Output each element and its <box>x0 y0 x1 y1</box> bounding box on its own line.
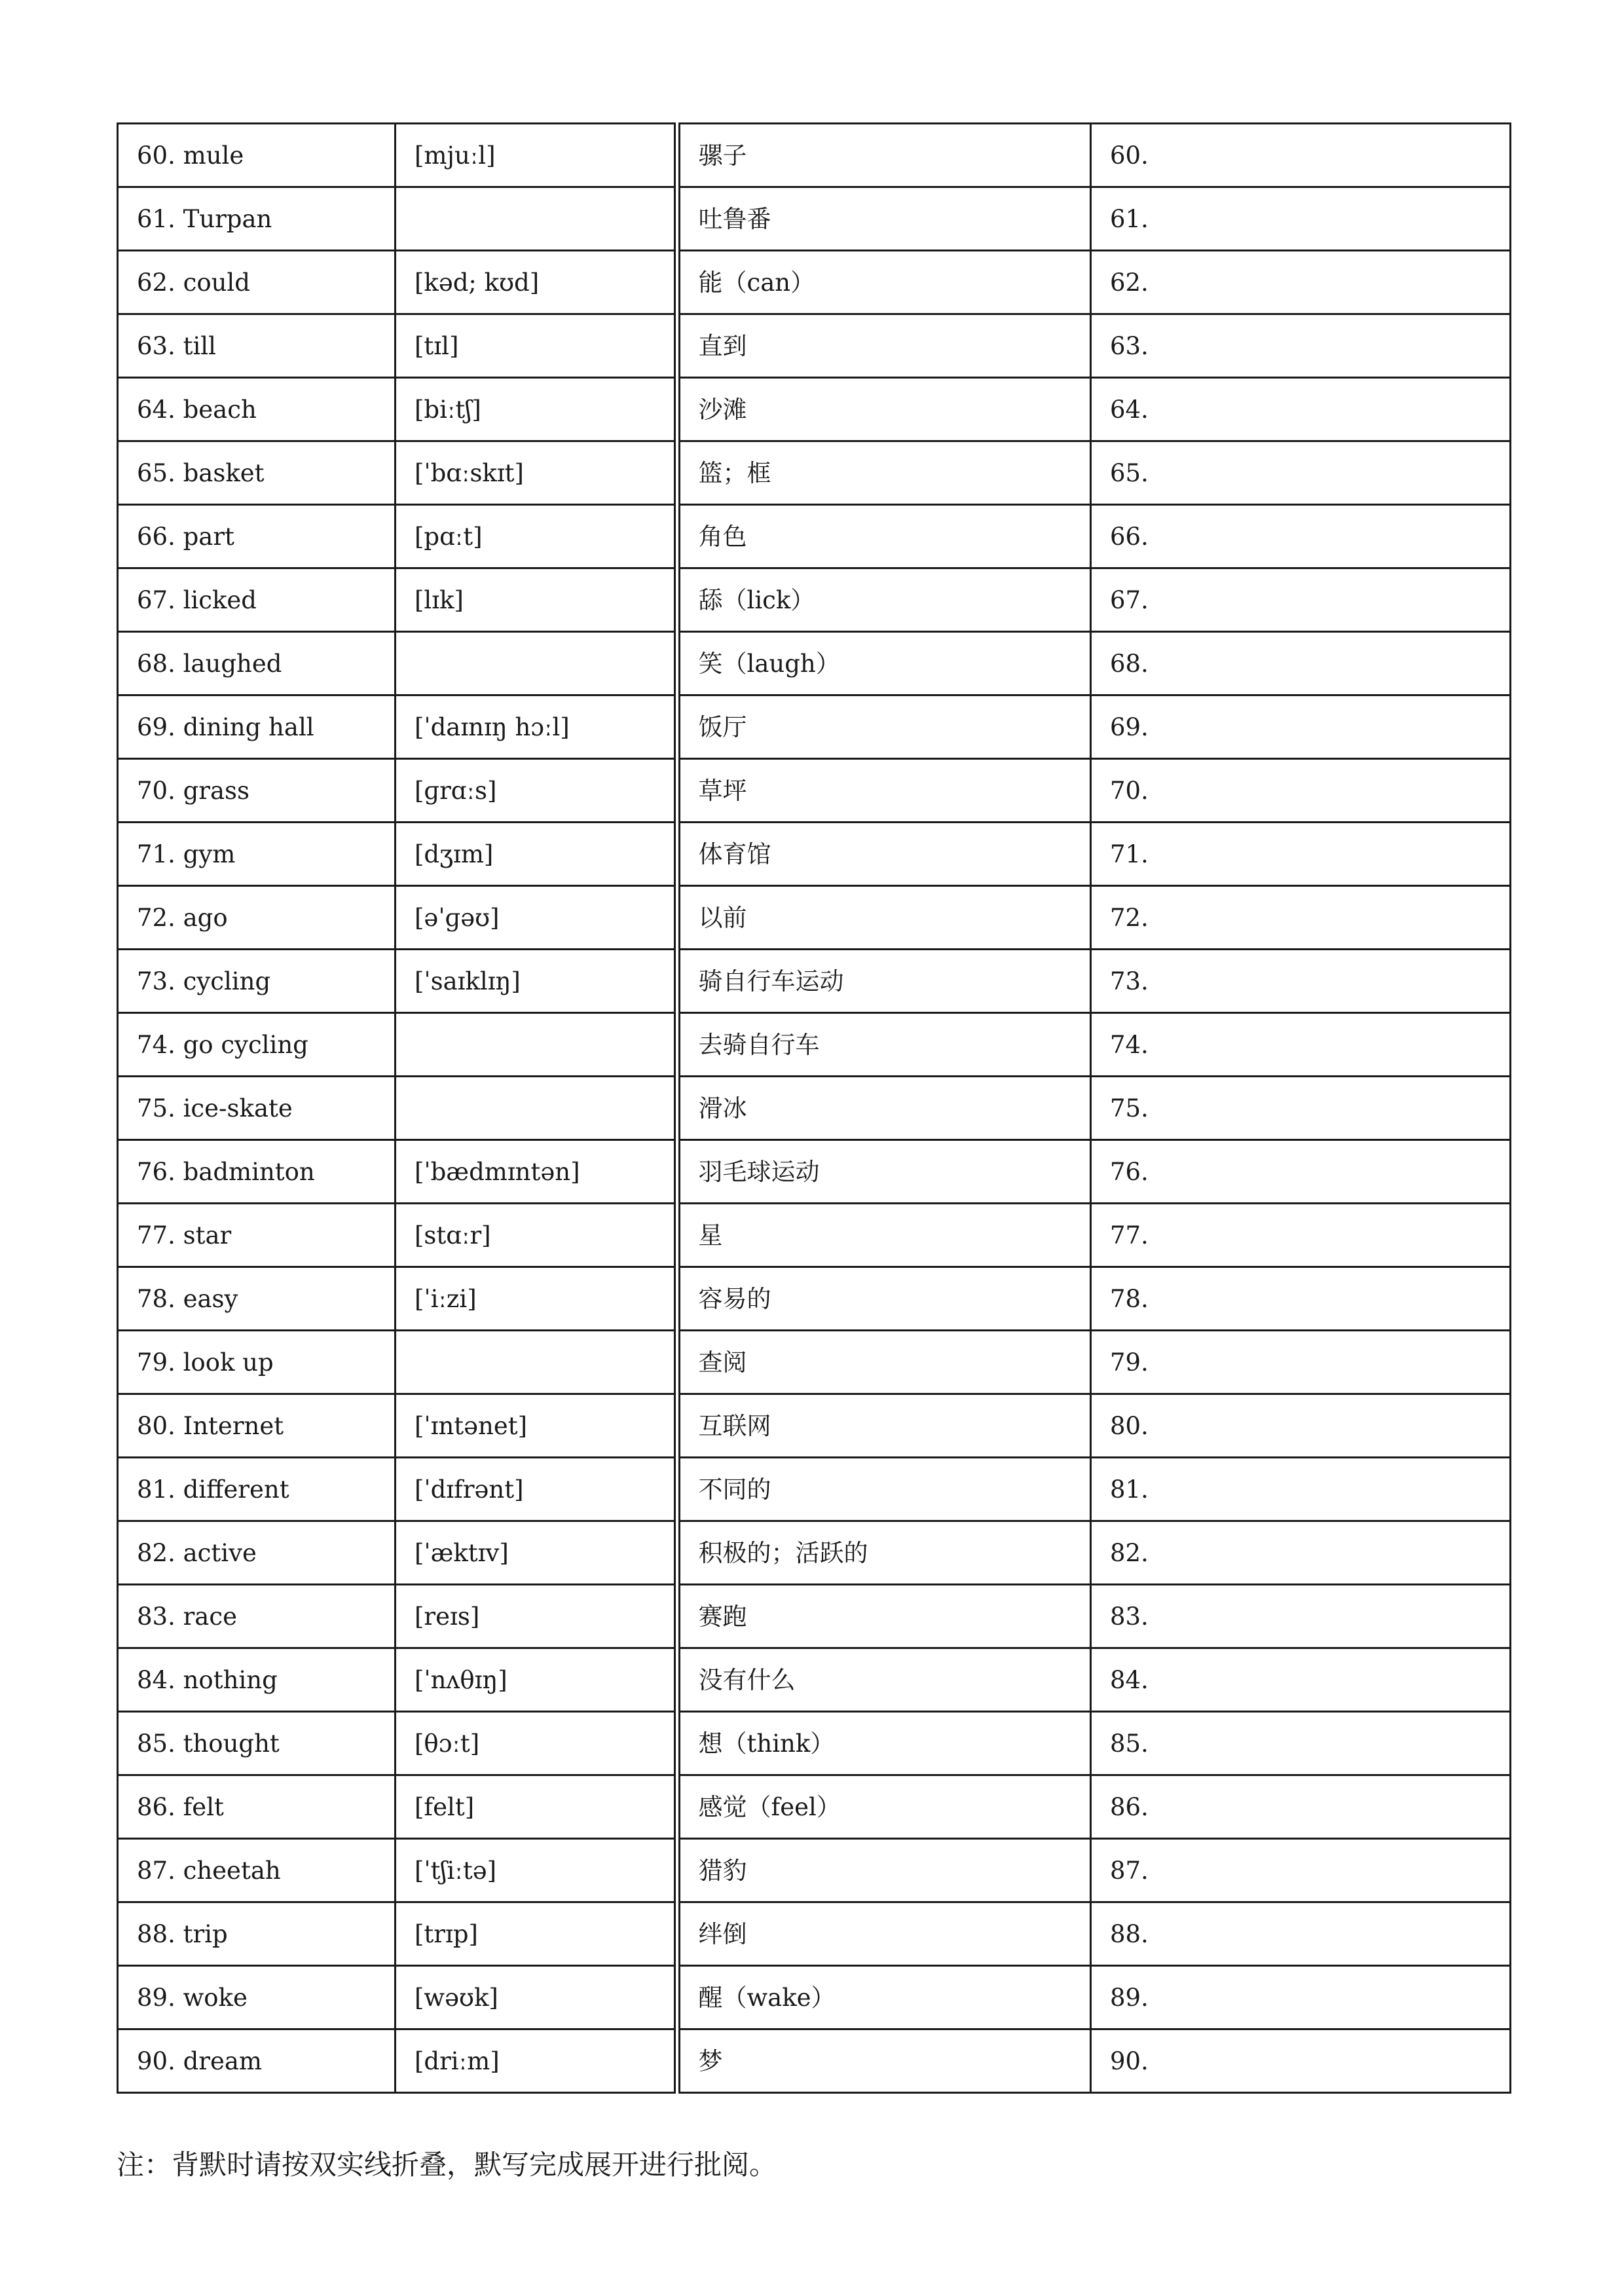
dictation-blank-cell[interactable]: 84. <box>1091 1648 1511 1712</box>
meaning-cell: 笑（laugh） <box>677 632 1091 695</box>
table-row <box>118 823 1511 886</box>
meaning-cell: 互联网 <box>677 1394 1091 1458</box>
phonetic-cell: [wəʊk] <box>396 1966 677 2029</box>
meaning-cell: 草坪 <box>677 759 1091 823</box>
dictation-blank-cell[interactable]: 76. <box>1091 1140 1511 1204</box>
phonetic-cell: [ˈtʃiːtə] <box>396 1839 677 1902</box>
meaning-cell: 体育馆 <box>677 823 1091 886</box>
phonetic-cell <box>396 1013 677 1077</box>
phonetic-cell: [ˈæktɪv] <box>396 1521 677 1585</box>
word-cell: 85. thought <box>118 1712 396 1775</box>
table-row <box>118 124 1511 187</box>
word-cell: 60. mule <box>118 124 396 187</box>
phonetic-cell: [lɪk] <box>396 568 677 632</box>
meaning-cell: 以前 <box>677 886 1091 950</box>
word-cell: 72. ago <box>118 886 396 950</box>
meaning-cell: 不同的 <box>677 1458 1091 1521</box>
dictation-blank-cell[interactable]: 87. <box>1091 1839 1511 1902</box>
table-row <box>118 886 1511 950</box>
dictation-blank-cell[interactable]: 63. <box>1091 314 1511 378</box>
phonetic-cell <box>396 187 677 251</box>
phonetic-cell: [trɪp] <box>396 1902 677 1966</box>
phonetic-cell: [dʒɪm] <box>396 823 677 886</box>
word-cell: 87. cheetah <box>118 1839 396 1902</box>
phonetic-cell: [pɑːt] <box>396 505 677 568</box>
meaning-cell: 滑冰 <box>677 1077 1091 1140</box>
dictation-blank-cell[interactable]: 70. <box>1091 759 1511 823</box>
dictation-blank-cell[interactable]: 75. <box>1091 1077 1511 1140</box>
meaning-cell: 角色 <box>677 505 1091 568</box>
meaning-cell: 骡子 <box>677 124 1091 187</box>
dictation-blank-cell[interactable]: 67. <box>1091 568 1511 632</box>
dictation-blank-cell[interactable]: 73. <box>1091 950 1511 1013</box>
folding-instruction-note: 注：背默时请按双实线折叠，默写完成展开进行批阅。 <box>117 2149 777 2181</box>
meaning-cell: 直到 <box>677 314 1091 378</box>
word-cell: 62. could <box>118 251 396 314</box>
meaning-cell: 吐鲁番 <box>677 187 1091 251</box>
dictation-blank-cell[interactable]: 86. <box>1091 1775 1511 1839</box>
table-row <box>118 1267 1511 1331</box>
dictation-blank-cell[interactable]: 60. <box>1091 124 1511 187</box>
meaning-cell: 积极的；活跃的 <box>677 1521 1091 1585</box>
dictation-blank-cell[interactable]: 64. <box>1091 378 1511 441</box>
phonetic-cell: [ˈdaɪnɪŋ hɔːl] <box>396 695 677 759</box>
phonetic-cell: [kəd; kʊd] <box>396 251 677 314</box>
table-row <box>118 1648 1511 1712</box>
phonetic-cell: [stɑːr] <box>396 1204 677 1267</box>
word-cell: 69. dining hall <box>118 695 396 759</box>
word-cell: 89. woke <box>118 1966 396 2029</box>
table-row <box>118 1521 1511 1585</box>
dictation-blank-cell[interactable]: 62. <box>1091 251 1511 314</box>
table-row <box>118 1458 1511 1521</box>
meaning-cell: 骑自行车运动 <box>677 950 1091 1013</box>
table-row <box>118 568 1511 632</box>
word-cell: 74. go cycling <box>118 1013 396 1077</box>
word-cell: 86. felt <box>118 1775 396 1839</box>
word-cell: 73. cycling <box>118 950 396 1013</box>
meaning-cell: 赛跑 <box>677 1585 1091 1648</box>
word-cell: 90. dream <box>118 2029 396 2093</box>
dictation-blank-cell[interactable]: 81. <box>1091 1458 1511 1521</box>
meaning-cell: 能（can） <box>677 251 1091 314</box>
dictation-blank-cell[interactable]: 90. <box>1091 2029 1511 2093</box>
phonetic-cell: [felt] <box>396 1775 677 1839</box>
dictation-blank-cell[interactable]: 77. <box>1091 1204 1511 1267</box>
word-cell: 70. grass <box>118 759 396 823</box>
meaning-cell: 篮；框 <box>677 441 1091 505</box>
dictation-blank-cell[interactable]: 71. <box>1091 823 1511 886</box>
phonetic-cell <box>396 1077 677 1140</box>
phonetic-cell: [ˈɪntənet] <box>396 1394 677 1458</box>
meaning-cell: 没有什么 <box>677 1648 1091 1712</box>
table-row <box>118 1966 1511 2029</box>
word-cell: 81. different <box>118 1458 396 1521</box>
phonetic-cell: [reɪs] <box>396 1585 677 1648</box>
table-row <box>118 251 1511 314</box>
word-cell: 63. till <box>118 314 396 378</box>
meaning-cell: 星 <box>677 1204 1091 1267</box>
word-cell: 80. Internet <box>118 1394 396 1458</box>
word-cell: 64. beach <box>118 378 396 441</box>
meaning-cell: 绊倒 <box>677 1902 1091 1966</box>
table-row <box>118 441 1511 505</box>
word-cell: 83. race <box>118 1585 396 1648</box>
meaning-cell: 感觉（feel） <box>677 1775 1091 1839</box>
vocabulary-table <box>117 122 1511 2094</box>
meaning-cell: 梦 <box>677 2029 1091 2093</box>
word-cell: 88. trip <box>118 1902 396 1966</box>
phonetic-cell: [tɪl] <box>396 314 677 378</box>
meaning-cell: 容易的 <box>677 1267 1091 1331</box>
word-cell: 75. ice-skate <box>118 1077 396 1140</box>
table-row <box>118 314 1511 378</box>
meaning-cell: 羽毛球运动 <box>677 1140 1091 1204</box>
word-cell: 67. licked <box>118 568 396 632</box>
word-cell: 78. easy <box>118 1267 396 1331</box>
phonetic-cell <box>396 632 677 695</box>
table-row <box>118 1902 1511 1966</box>
dictation-blank-cell[interactable]: 65. <box>1091 441 1511 505</box>
table-row <box>118 1013 1511 1077</box>
phonetic-cell: [ˈbædmɪntən] <box>396 1140 677 1204</box>
word-cell: 79. look up <box>118 1331 396 1394</box>
dictation-blank-cell[interactable]: 82. <box>1091 1521 1511 1585</box>
meaning-cell: 去骑自行车 <box>677 1013 1091 1077</box>
word-cell: 66. part <box>118 505 396 568</box>
phonetic-cell: [mjuːl] <box>396 124 677 187</box>
phonetic-cell: [θɔːt] <box>396 1712 677 1775</box>
meaning-cell: 猎豹 <box>677 1839 1091 1902</box>
meaning-cell: 舔（lick） <box>677 568 1091 632</box>
dictation-blank-cell[interactable]: 69. <box>1091 695 1511 759</box>
phonetic-cell: [ˈsaɪklɪŋ] <box>396 950 677 1013</box>
meaning-cell: 沙滩 <box>677 378 1091 441</box>
phonetic-cell: [ˈiːzi] <box>396 1267 677 1331</box>
table-row <box>118 632 1511 695</box>
table-row <box>118 1712 1511 1775</box>
dictation-blank-cell[interactable]: 83. <box>1091 1585 1511 1648</box>
table-row <box>118 695 1511 759</box>
phonetic-cell: [əˈɡəʊ] <box>396 886 677 950</box>
dictation-blank-cell[interactable]: 66. <box>1091 505 1511 568</box>
table-row <box>118 1077 1511 1140</box>
dictation-blank-cell[interactable]: 72. <box>1091 886 1511 950</box>
dictation-blank-cell[interactable]: 80. <box>1091 1394 1511 1458</box>
table-row <box>118 1839 1511 1902</box>
phonetic-cell: [ˈbɑːskɪt] <box>396 441 677 505</box>
dictation-blank-cell[interactable]: 61. <box>1091 187 1511 251</box>
table-row <box>118 1331 1511 1394</box>
meaning-cell: 想（think） <box>677 1712 1091 1775</box>
word-cell: 82. active <box>118 1521 396 1585</box>
phonetic-cell <box>396 1331 677 1394</box>
table-row <box>118 505 1511 568</box>
dictation-blank-cell[interactable]: 68. <box>1091 632 1511 695</box>
dictation-blank-cell[interactable]: 79. <box>1091 1331 1511 1394</box>
meaning-cell: 饭厅 <box>677 695 1091 759</box>
phonetic-cell: [driːm] <box>396 2029 677 2093</box>
dictation-blank-cell[interactable]: 85. <box>1091 1712 1511 1775</box>
phonetic-cell: [ɡrɑːs] <box>396 759 677 823</box>
word-cell: 77. star <box>118 1204 396 1267</box>
phonetic-cell: [ˈnʌθɪŋ] <box>396 1648 677 1712</box>
word-cell: 65. basket <box>118 441 396 505</box>
word-cell: 76. badminton <box>118 1140 396 1204</box>
meaning-cell: 醒（wake） <box>677 1966 1091 2029</box>
table-row <box>118 1775 1511 1839</box>
table-row <box>118 1204 1511 1267</box>
table-row <box>118 759 1511 823</box>
word-cell: 61. Turpan <box>118 187 396 251</box>
table-row <box>118 950 1511 1013</box>
phonetic-cell: [biːtʃ] <box>396 378 677 441</box>
word-cell: 84. nothing <box>118 1648 396 1712</box>
word-cell: 71. gym <box>118 823 396 886</box>
vocabulary-table-body <box>118 124 1511 2093</box>
dictation-blank-cell[interactable]: 89. <box>1091 1966 1511 2029</box>
phonetic-cell: [ˈdɪfrənt] <box>396 1458 677 1521</box>
dictation-blank-cell[interactable]: 88. <box>1091 1902 1511 1966</box>
word-cell: 68. laughed <box>118 632 396 695</box>
table-row <box>118 1585 1511 1648</box>
table-row <box>118 1394 1511 1458</box>
table-row <box>118 378 1511 441</box>
table-row <box>118 187 1511 251</box>
table-row <box>118 1140 1511 1204</box>
dictation-blank-cell[interactable]: 74. <box>1091 1013 1511 1077</box>
meaning-cell: 查阅 <box>677 1331 1091 1394</box>
table-row <box>118 2029 1511 2093</box>
dictation-blank-cell[interactable]: 78. <box>1091 1267 1511 1331</box>
